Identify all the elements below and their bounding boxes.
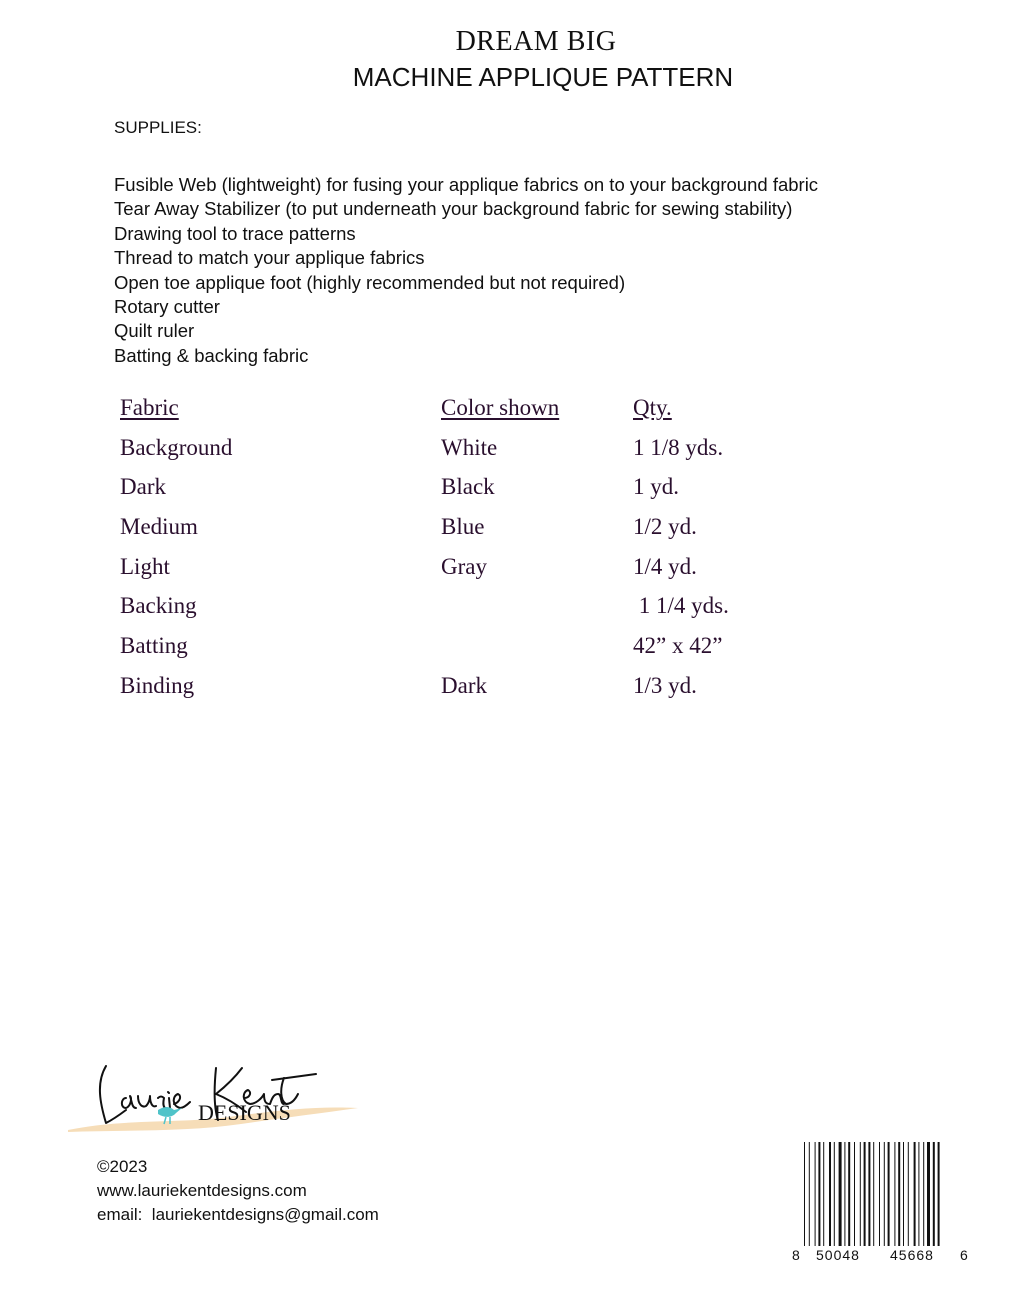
barcode-bar: [879, 1142, 880, 1246]
color-cell: Gray: [441, 553, 487, 579]
laurie-kent-designs-logo: [66, 1058, 366, 1138]
barcode-digit-right: 6: [960, 1247, 968, 1263]
table-row: [120, 467, 833, 507]
website: www.lauriekentdesigns.com: [97, 1181, 307, 1200]
barcode-bar: [854, 1142, 855, 1246]
barcode-bar: [818, 1142, 820, 1246]
supply-item: Thread to match your applique fabrics: [114, 247, 425, 269]
qty-cell: 1 yd.: [633, 474, 679, 500]
barcode-bar: [938, 1142, 940, 1246]
supply-item: Rotary cutter: [114, 295, 220, 317]
supplies-list: [114, 173, 818, 368]
supply-item: Batting & backing fabric: [114, 344, 309, 366]
fabric-cell: Background: [120, 434, 233, 460]
table-row: [120, 428, 833, 468]
qty-cell: 1 1/8 yds.: [633, 434, 724, 460]
supply-item: Fusible Web (lightweight) for fusing your applique fabrics on to your background fabric: [114, 174, 819, 195]
pattern-title: DREAM BIG: [455, 26, 617, 57]
qty-cell: 42” x 42”: [633, 632, 723, 658]
qty-cell: 1/2 yd.: [633, 513, 697, 539]
color-cell: Blue: [441, 513, 485, 539]
barcode: [790, 1140, 976, 1268]
fabric-cell: Medium: [120, 513, 198, 539]
supplies-heading: SUPPLIES:: [114, 118, 202, 137]
qty-cell: 1/4 yd.: [633, 553, 697, 579]
color-cell: Black: [441, 474, 495, 500]
logo-designs-text: DESIGNS: [198, 1100, 291, 1125]
header-color-shown: Color shown: [441, 394, 560, 420]
barcode-bar: [933, 1142, 935, 1246]
barcode-group-2: 45668: [890, 1247, 934, 1263]
barcode-bar: [809, 1142, 810, 1246]
supply-item: Drawing tool to trace patterns: [114, 222, 356, 244]
table-row: [120, 666, 833, 706]
color-cell: [441, 626, 633, 666]
barcode-bar: [918, 1142, 919, 1246]
barcode-bar: [844, 1142, 845, 1246]
barcode-bar: [908, 1142, 909, 1246]
email: email: lauriekentdesigns@gmail.com: [97, 1205, 379, 1224]
barcode-bar: [834, 1142, 835, 1246]
barcode-group-1: 50048: [816, 1247, 860, 1263]
barcode-bar: [804, 1142, 805, 1246]
barcode-bar: [848, 1142, 850, 1246]
barcode-bar: [873, 1142, 874, 1246]
fabric-cell: Binding: [120, 672, 195, 698]
table-row: [120, 586, 833, 626]
barcode-bar: [927, 1142, 930, 1246]
barcode-bar: [898, 1142, 900, 1246]
barcode-bar: [903, 1142, 904, 1246]
supply-item: Open toe applique foot (highly recommended but not required): [114, 271, 626, 293]
table-row: [120, 626, 833, 666]
fabric-cell: Dark: [120, 474, 166, 500]
supply-item: Quilt ruler: [114, 320, 195, 342]
color-cell: [441, 586, 633, 626]
barcode-bar: [884, 1142, 885, 1246]
barcode-bar: [914, 1142, 916, 1246]
qty-cell: 1 1/4 yds.: [633, 593, 729, 619]
barcode-bar: [888, 1142, 890, 1246]
barcode-bar: [864, 1142, 866, 1246]
footer: [97, 1155, 379, 1227]
color-cell: Dark: [441, 672, 487, 698]
fabric-cell: Light: [120, 553, 170, 579]
header-qty: Qty.: [633, 394, 672, 420]
copyright: ©2023: [97, 1157, 148, 1176]
barcode-bar: [894, 1142, 895, 1246]
barcode-bar: [815, 1142, 816, 1246]
supply-item: Tear Away Stabilizer (to put underneath your background fabric for sewing stability): [114, 198, 793, 220]
barcode-bar: [868, 1142, 870, 1246]
table-row: [120, 547, 833, 587]
header-fabric: Fabric: [120, 394, 179, 420]
barcode-bar: [839, 1142, 842, 1246]
table-row: [120, 507, 833, 547]
table-header-row: [120, 388, 833, 428]
color-cell: White: [441, 434, 498, 460]
barcode-digit-left: 8: [792, 1247, 800, 1263]
barcode-bar: [923, 1142, 924, 1246]
barcode-bar: [860, 1142, 861, 1246]
fabric-cell: Batting: [120, 632, 188, 658]
qty-cell: 1/3 yd.: [633, 672, 697, 698]
barcode-bar: [829, 1142, 831, 1246]
fabric-cell: Backing: [120, 593, 197, 619]
fabric-table: [120, 388, 833, 706]
barcode-bars: [804, 1142, 940, 1246]
barcode-bar: [823, 1142, 824, 1246]
pattern-subtitle: MACHINE APPLIQUE PATTERN: [352, 62, 734, 92]
